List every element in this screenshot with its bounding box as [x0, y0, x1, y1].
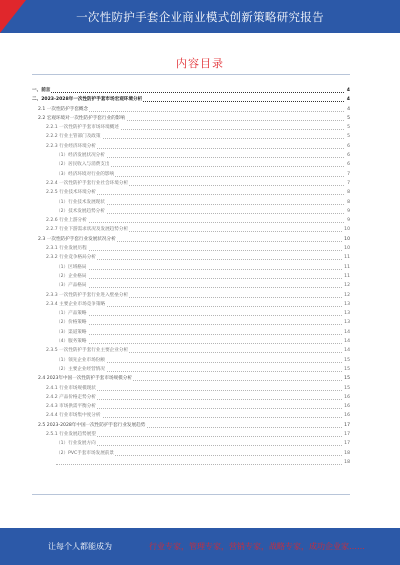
toc-entry-title: 2.2.3 行业经济环境分析: [46, 142, 97, 151]
toc-page-number: 16: [343, 393, 350, 402]
toc-page-number: 15: [343, 374, 350, 383]
toc-entry-title: （4）服务策略: [56, 337, 88, 346]
toc-entry[interactable]: [32, 160, 350, 169]
toc-leader-dots: [56, 324, 344, 325]
toc-leader-dots: [56, 343, 344, 344]
toc-entry[interactable]: [32, 151, 350, 160]
toc-page-number: 8: [346, 188, 350, 197]
toc-entry[interactable]: [32, 346, 350, 355]
toc-entry-title: 2.2.4 一次性防护手套行业社会环境分析: [46, 179, 129, 188]
toc-entry[interactable]: [32, 458, 350, 467]
toc-entry[interactable]: [32, 281, 350, 290]
toc-leader-dots: [56, 287, 344, 288]
toc-page-number: 15: [343, 365, 350, 374]
toc-leader-dots: [56, 278, 344, 279]
toc-page-number: 4: [346, 95, 350, 104]
toc-page-number: 6: [346, 160, 350, 169]
toc-page-number: 13: [343, 318, 350, 327]
toc-entry[interactable]: [32, 86, 350, 95]
toc-page-number: 17: [343, 430, 350, 439]
toc-page-number: 14: [343, 346, 350, 355]
toc-page-number: 7: [346, 170, 350, 179]
toc-entry-title: 2.5 2023-2028年中国一次性防护手套行业发展趋势: [38, 421, 146, 430]
toc-page-number: 11: [343, 263, 350, 272]
toc-entry[interactable]: [32, 216, 350, 225]
toc-entry[interactable]: [32, 132, 350, 141]
toc-page-number: 11: [343, 253, 350, 262]
toc-page-number: 13: [343, 300, 350, 309]
toc-page-number: 15: [343, 384, 350, 393]
toc-entry-title: 2.2.5 行业技术环境分析: [46, 188, 97, 197]
toc-entry[interactable]: [32, 402, 350, 411]
toc-entry[interactable]: [32, 318, 350, 327]
toc-entry-title: （3）经济环境对行业的影响: [56, 170, 115, 179]
toc-entry[interactable]: [32, 114, 350, 123]
toc-entry[interactable]: [32, 449, 350, 458]
toc-leader-dots: [56, 315, 344, 316]
footer-slogan: 让每个人都能成为: [48, 542, 112, 551]
report-title: 一次性防护手套企业商业模式创新策略研究报告: [76, 10, 324, 24]
toc-entry-title: 2.4 2023年中国一次性防护手套市场规模分析: [38, 374, 133, 383]
toc-page-number: 17: [343, 439, 350, 448]
toc-entry[interactable]: [32, 430, 350, 439]
toc-entry-title: （2）PVC手套市场发展前景: [56, 449, 115, 458]
toc-page-number: 10: [343, 244, 350, 253]
toc-entry-title: 2.3.5 一次性防护手套行业主要企业分析: [46, 346, 129, 355]
toc-entry[interactable]: [32, 337, 350, 346]
toc-entry[interactable]: [32, 263, 350, 272]
toc-entry[interactable]: [32, 439, 350, 448]
page-header: [0, 0, 400, 33]
toc-leader-dots: [46, 250, 344, 251]
toc-page-number: 11: [343, 272, 350, 281]
toc-page-number: 5: [346, 114, 350, 123]
toc-entry[interactable]: [32, 365, 350, 374]
toc-page-number: 17: [343, 421, 350, 430]
toc-page-number: 13: [343, 309, 350, 318]
toc-entry-title: （2）居民收入与消费支出: [56, 160, 110, 169]
toc-entry[interactable]: [32, 393, 350, 402]
toc-leader-dots: [56, 445, 344, 446]
toc-leader-dots: [56, 269, 344, 270]
toc-entry-title: （1）经济发展状况分析: [56, 151, 106, 160]
toc-page-number: 16: [343, 411, 350, 420]
toc-entry-title: 2.2.2 行业主管部门及政策: [46, 132, 102, 141]
toc-entry-title: （1）行业技术发展现状: [56, 198, 106, 207]
toc-page-number: 12: [343, 291, 350, 300]
toc-entry-title: （1）领先企业市场份额: [56, 356, 106, 365]
toc-leader-dots: [56, 334, 344, 335]
toc-entry[interactable]: [32, 244, 350, 253]
toc-page-number: 15: [343, 356, 350, 365]
toc-entry-title: （1）区域格局: [56, 263, 88, 272]
toc-page-number: 14: [343, 328, 350, 337]
toc-heading: 内容目录: [176, 57, 224, 70]
toc-page-number: 10: [343, 235, 350, 244]
toc-entry-title: 2.2.1 一次性防护手套市场环境概述: [46, 123, 120, 132]
toc-page-number: 6: [346, 151, 350, 160]
toc-page-number: 9: [346, 207, 350, 216]
toc-entry[interactable]: [32, 356, 350, 365]
toc-page-number: 12: [343, 281, 350, 290]
toc-entry-title: 2.3.1 行业发展历程: [46, 244, 88, 253]
toc-entry-title: （2）主要企业经营情况: [56, 365, 106, 374]
toc-entry-title: （2）价格策略: [56, 318, 88, 327]
toc-entry[interactable]: [32, 272, 350, 281]
toc-entry-title: （1）行业发展方向: [56, 439, 97, 448]
toc-page-number: 5: [346, 123, 350, 132]
toc-entry-title: 2.2.6 行业上游分析: [46, 216, 88, 225]
toc-page-number: 4: [346, 86, 350, 95]
table-of-contents: [32, 86, 350, 467]
toc-entry[interactable]: [32, 198, 350, 207]
toc-entry[interactable]: [32, 374, 350, 383]
toc-entry-title: 2.2.7 行业下游需求状况及发展趋势分析: [46, 225, 129, 234]
toc-entry-title: 2.4.1 行业市场规模现状: [46, 384, 97, 393]
toc-page-number: 8: [346, 198, 350, 207]
toc-entry-title: 二、2023-2028年一次性防护手套市场宏观环境分析: [32, 95, 143, 104]
toc-entry[interactable]: [32, 300, 350, 309]
toc-entry[interactable]: [32, 123, 350, 132]
toc-leader-dots: [32, 92, 344, 93]
toc-entry-title: （1）产品策略: [56, 309, 88, 318]
toc-entry-title: （3）渠道策略: [56, 328, 88, 337]
toc-entry-title: 2.4.3 市场供需平衡分析: [46, 402, 97, 411]
toc-page-number: 4: [346, 105, 350, 114]
toc-entry[interactable]: [32, 95, 350, 104]
toc-entry[interactable]: [32, 142, 350, 151]
toc-entry[interactable]: [32, 225, 350, 234]
toc-entry-title: （2）企业格局: [56, 272, 88, 281]
toc-page-number: 14: [343, 337, 350, 346]
page-footer: [0, 528, 400, 565]
toc-page-number: 9: [346, 216, 350, 225]
toc-page-number: 18: [343, 449, 350, 458]
toc-entry[interactable]: [32, 421, 350, 430]
toc-entry-title: （3）产品格局: [56, 281, 88, 290]
toc-top-rule: [32, 74, 350, 75]
toc-entry-title: 2.4.4 行业市场集中度分析: [46, 411, 102, 420]
toc-entry[interactable]: [32, 253, 350, 262]
toc-bottom-rule: [32, 494, 350, 495]
footer-tagline: 行业专家，管理专家，营销专家，战略专家，成功企业家……: [149, 542, 365, 551]
toc-entry-title: 2.4.2 产品价格走势分析: [46, 393, 97, 402]
toc-entry[interactable]: [32, 170, 350, 179]
toc-entry[interactable]: [32, 207, 350, 216]
toc-page-number: 6: [346, 142, 350, 151]
toc-leader-dots: [46, 222, 344, 223]
toc-page-number: 18: [343, 458, 350, 467]
toc-entry[interactable]: [32, 105, 350, 114]
toc-entry[interactable]: [32, 235, 350, 244]
toc-entry-title: （2）技术发展趋势分析: [56, 207, 106, 216]
toc-entry[interactable]: [32, 411, 350, 420]
toc-entry-title: 一、前言: [32, 86, 51, 95]
toc-entry-title: 2.5.1 行业发展趋势展望: [46, 430, 97, 439]
toc-entry[interactable]: [32, 179, 350, 188]
toc-entry-title: 2.3.2 行业竞争格局分析: [46, 253, 97, 262]
toc-page-number: 10: [343, 225, 350, 234]
toc-page-number: 7: [346, 179, 350, 188]
toc-leader-dots: [56, 464, 344, 465]
toc-entry-title: 2.3 一次性防护手套行业发展状况分析: [38, 235, 117, 244]
toc-page-number: 5: [346, 132, 350, 141]
toc-entry-title: 2.1 一次性防护手套概念: [38, 105, 89, 114]
toc-entry[interactable]: [32, 291, 350, 300]
toc-entry-title: 2.2 宏观环境对一次性防护手套行业的影响: [38, 114, 126, 123]
toc-entry[interactable]: [32, 328, 350, 337]
toc-page-number: 16: [343, 402, 350, 411]
toc-entry[interactable]: [32, 309, 350, 318]
toc-entry-title: 2.3.3 一次性防护手套行业进入壁垒分析: [46, 291, 129, 300]
toc-entry[interactable]: [32, 384, 350, 393]
toc-entry[interactable]: [32, 188, 350, 197]
toc-entry-title: 2.3.4 主要企业市场竞争策略: [46, 300, 106, 309]
